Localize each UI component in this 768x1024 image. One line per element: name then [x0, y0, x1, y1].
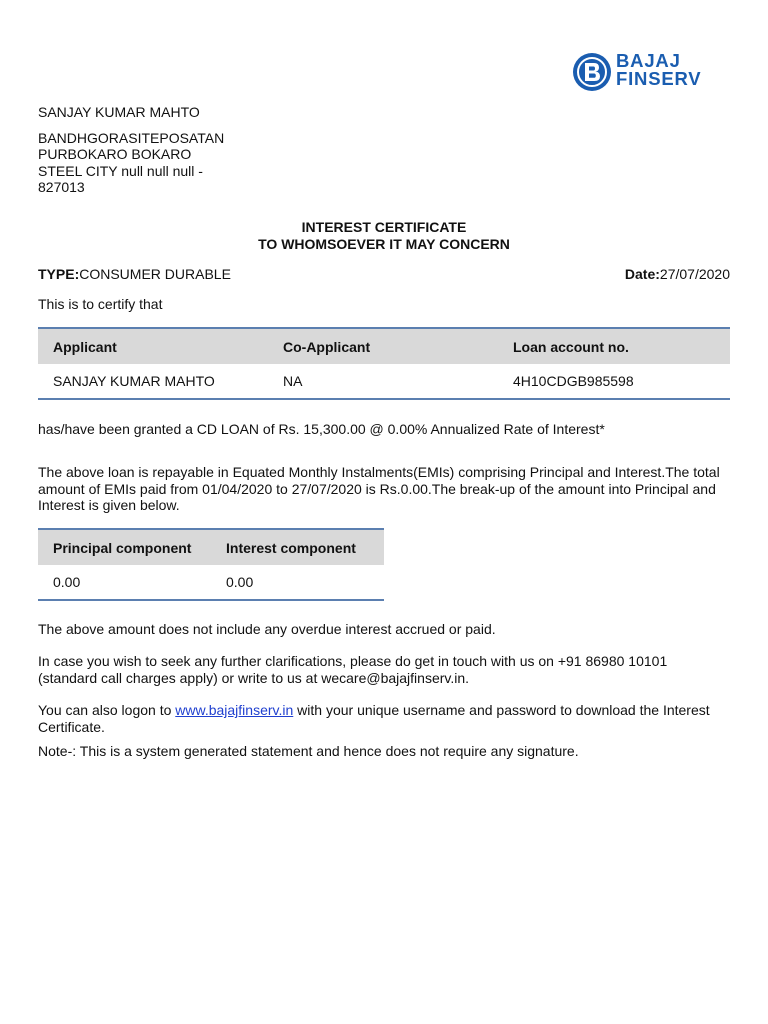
bajaj-finserv-logo	[572, 52, 722, 92]
header-interest: Interest component	[211, 529, 384, 565]
logon-suffix: with your unique username and password to download the Interest Certificate.	[38, 702, 710, 735]
logo-emblem-icon	[572, 52, 612, 92]
note-text: Note-: This is a system generated statement and hence does not require any signature.	[38, 743, 579, 759]
address-line: BANDHGORASITEPOSATAN	[38, 129, 225, 146]
loan-type	[38, 266, 231, 282]
date-value: 27/07/2020	[659, 266, 730, 282]
header-applicant: Applicant	[38, 328, 268, 364]
table-row	[38, 565, 384, 600]
recipient-name: SANJAY KUMAR MAHTO	[38, 104, 200, 120]
overdue-text: The above amount does not include any overdue interest accrued or paid.	[38, 621, 496, 637]
loan-table	[38, 327, 730, 400]
logo-line1: BAJAJ	[616, 50, 681, 71]
header-co-applicant: Co-Applicant	[268, 328, 498, 364]
type-value: CONSUMER DURABLE	[79, 266, 231, 282]
contact-text: In case you wish to seek any further clarifications, please do get in touch with us on +91 86980 10101 (standard call charges apply) or write to us at wecare@bajajfinserv.in.	[38, 653, 668, 686]
granted-text: has/have been granted a CD LOAN of Rs. 15,300.00 @ 0.00% Annualized Rate of Interest*	[38, 421, 605, 437]
type-label: TYPE:	[38, 266, 80, 282]
recipient-block	[38, 104, 224, 196]
address-line: STEEL CITY null null null -	[38, 162, 203, 179]
header-loan-account: Loan account no.	[498, 328, 730, 364]
component-table-header	[38, 529, 384, 565]
loan-table-header	[38, 328, 730, 364]
title-line2: TO WHOMSOEVER IT MAY CONCERN	[258, 236, 510, 252]
cell-interest: 0.00	[226, 574, 254, 590]
table-row	[38, 364, 730, 399]
cell-principal: 0.00	[53, 574, 81, 590]
certificate-date	[625, 266, 730, 282]
cell-co-applicant: NA	[283, 373, 303, 389]
address-line: PURBOKARO BOKARO	[38, 146, 192, 162]
cell-loan-account: 4H10CDGB985598	[513, 373, 634, 389]
repayment-text: The above loan is repayable in Equated Monthly Instalments(EMIs) comprising Principal and Interest.The total amount of EMIs paid from 01/04/2020 to 27/07/2020 is Rs.0.00.The break-up of the amount into Principal and Interest is given below.	[38, 464, 720, 513]
website-link[interactable]: www.bajajfinserv.in	[175, 702, 294, 718]
certificate-title	[0, 219, 768, 253]
logo-line2: FINSERV	[616, 67, 702, 89]
logon-prefix: You can also logon to	[38, 702, 176, 718]
cell-applicant: SANJAY KUMAR MAHTO	[53, 373, 215, 389]
title-line1: INTEREST CERTIFICATE	[301, 219, 467, 235]
header-principal: Principal component	[38, 529, 211, 565]
component-table	[38, 528, 384, 601]
logon-text	[38, 702, 730, 735]
address-line: 827013	[38, 179, 85, 195]
date-label: Date:	[624, 266, 660, 282]
certify-text: This is to certify that	[38, 296, 163, 312]
